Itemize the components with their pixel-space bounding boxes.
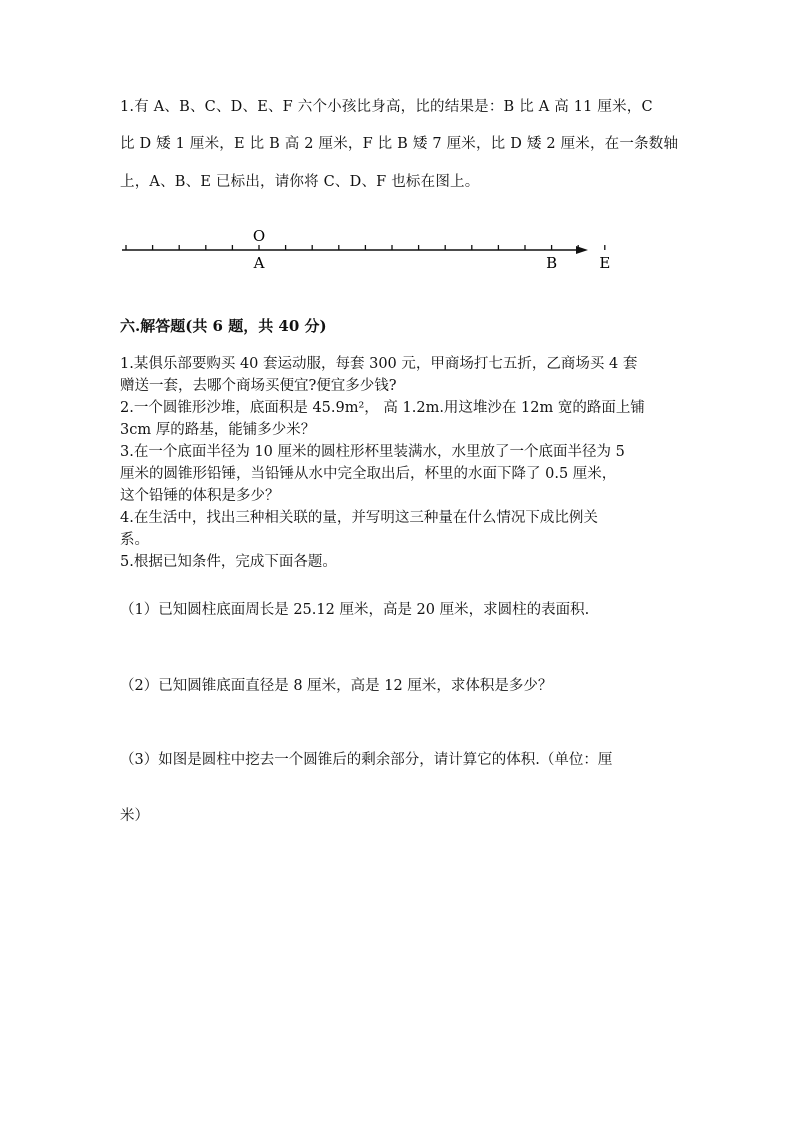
question-line: 这个铅锤的体积是多少？ [120,488,280,504]
problem-text-line: 1.有 A、B、C、D、E、F 六个小孩比身高，比的结果是：B 比 A 高 11 厘米，C [120,99,653,115]
origin-label: O [252,227,266,245]
question-line: 3cm 厚的路基，能铺多少米？ [120,422,316,438]
number-line [118,222,611,278]
problem-text-line: 上，A、B、E 已标出，请你将 C、D、F 也标在图上。 [120,174,480,190]
question-line: 2.一个圆锥形沙堆，底面积是 45.9m²， 高 1.2m.用这堆沙在 12m 宽的路面上铺 [120,400,645,416]
subquestion-3-continued: 米） [120,808,149,824]
question-line: 厘米的圆锥形铅锤，当铅锤从水中完全取出后，杯里的水面下降了 0.5 厘米， [120,466,617,482]
subquestion-1: （1）已知圆柱底面周长是 25.12 厘米，高是 20 厘米，求圆柱的表面积. [120,602,590,618]
question-line: 4.在生活中，找出三种相关联的量，并写明这三种量在什么情况下成比例关 [120,510,598,526]
subquestion-3: （3）如图是圆柱中挖去一个圆锥后的剩余部分，请计算它的体积.（单位：厘 [120,752,613,768]
question-line: 赠送一套，去哪个商场买便宜?便宜多少钱? [120,378,397,394]
point-label-e: E [599,254,611,272]
point-label-b: B [546,254,558,272]
question-line: 5.根据已知条件，完成下面各题。 [120,554,337,570]
problem-text-line: 比 D 矮 1 厘米，E 比 B 高 2 厘米，F 比 B 矮 7 厘米，比 D 矮 2 厘米，在一条数轴 [120,136,679,152]
question-line: 系。 [120,532,149,548]
point-label-a: A [253,254,265,272]
question-line: 1.某俱乐部要购买 40 套运动服，每套 300 元，甲商场打七五折，乙商场买 4 套 [120,356,638,372]
subquestion-2: （2）已知圆锥底面直径是 8 厘米，高是 12 厘米，求体积是多少？ [120,678,553,694]
question-line: 3.在一个底面半径为 10 厘米的圆柱形杯里装满水，水里放了一个底面半径为 5 [120,444,625,460]
section-heading: 六.解答题(共 6 题，共 40 分) [120,317,327,335]
